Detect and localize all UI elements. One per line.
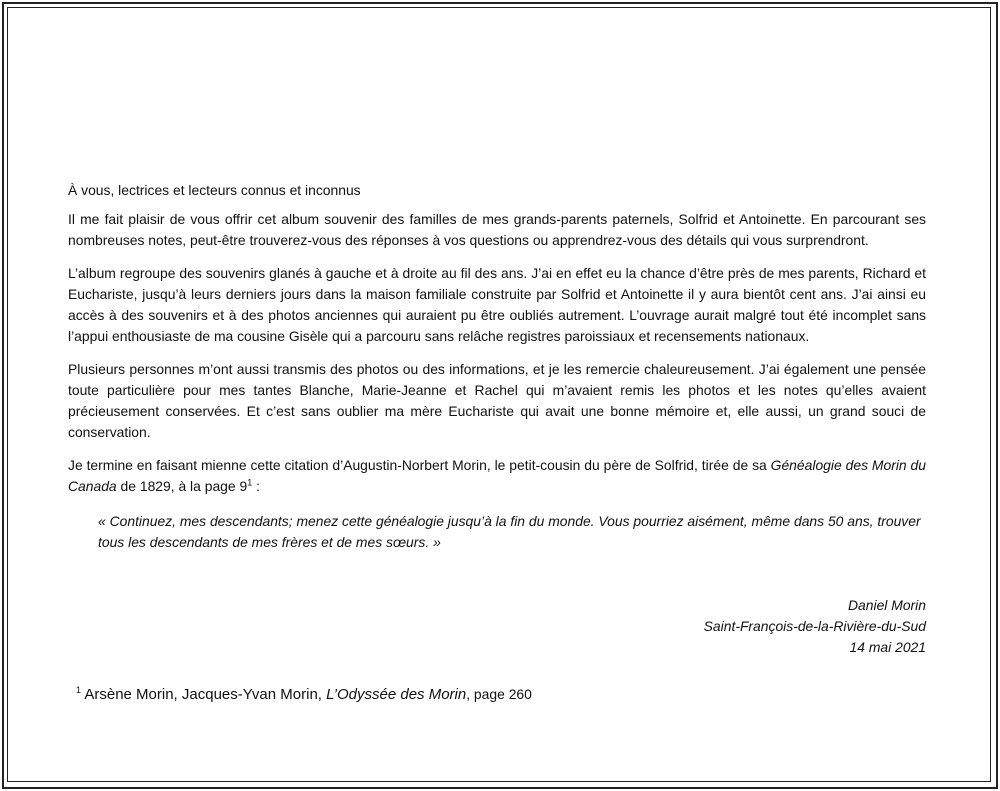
paragraph-4-text: Je termine en faisant mienne cette citation d’Augustin-Norbert Morin, le petit-cousin du père de Solfrid, tirée de sa: [68, 457, 771, 473]
letter-body: [68, 180, 926, 658]
footnote-ref: 1: [247, 477, 253, 488]
greeting: À vous, lectrices et lecteurs connus et inconnus: [68, 182, 361, 198]
book-title: Généalogie des Morin du Canada: [68, 457, 927, 494]
footnote: [76, 684, 532, 705]
footnote-title: L’Odyssée des Morin: [326, 686, 467, 703]
footnote-page: , page 260: [466, 686, 532, 702]
paragraph-2: L’album regroupe des souvenirs glanés à gauche et à droite au fil des ans. J’ai en effet eu la chance d’être près de mes parents, Richard et Euchariste, jusqu’à leurs derniers jours dans la maison familiale construite par Solfrid et Antoinette il y aura bientôt cent ans. J’ai ainsi eu accès à des souvenirs et à des photos anciennes qui auraient pu être oubliés autrement. L’ouvrage aurait malgré tout été incomplet sans l’appui enthousiaste de ma cousine Gisèle qui a parcouru sans relâche registres paroissiaux et recensements nationaux.: [68, 265, 926, 344]
signature-name: Daniel Morin: [848, 597, 926, 613]
signature-place: Saint-François-de-la-Rivière-du-Sud: [703, 618, 926, 634]
signature-block: [68, 595, 926, 658]
paragraph-4-middle: de 1829, à la page 9: [116, 478, 248, 494]
paragraph-3: Plusieurs personnes m’ont aussi transmis des photos ou des informations, et je les remercie chaleureusement. J’ai également une pensée toute particulière pour mes tantes Blanche, Marie-Jeanne et Rachel qui m’avaient remis les photos et les notes qu’elles avaient précieusement conservées. Et c’est sans oublier ma mère Euchariste qui avait une bonne mémoire et, elle aussi, un grand souci de conservation.: [68, 361, 926, 440]
paragraph-4: [68, 455, 926, 497]
signature-date: 14 mai 2021: [849, 639, 926, 655]
quotation: « Continuez, mes descendants; menez cette généalogie jusqu’à la fin du monde. Vous pourriez aisément, même dans 50 ans, trouver tous les descendants de mes frères et de mes sœurs. »: [98, 513, 921, 550]
paragraph-1: Il me fait plaisir de vous offrir cet album souvenir des familles de mes grands-parents paternels, Solfrid et Antoinette. En parcourant ses nombreuses notes, peut-être trouverez-vous des réponses à vos questions ou apprendrez-vous des détails qui vous surprendront.: [68, 211, 926, 248]
paragraph-4-end: :: [252, 478, 260, 494]
footnote-number: 1: [76, 685, 82, 695]
footnote-authors: Arsène Morin, Jacques-Yvan Morin,: [81, 686, 327, 703]
